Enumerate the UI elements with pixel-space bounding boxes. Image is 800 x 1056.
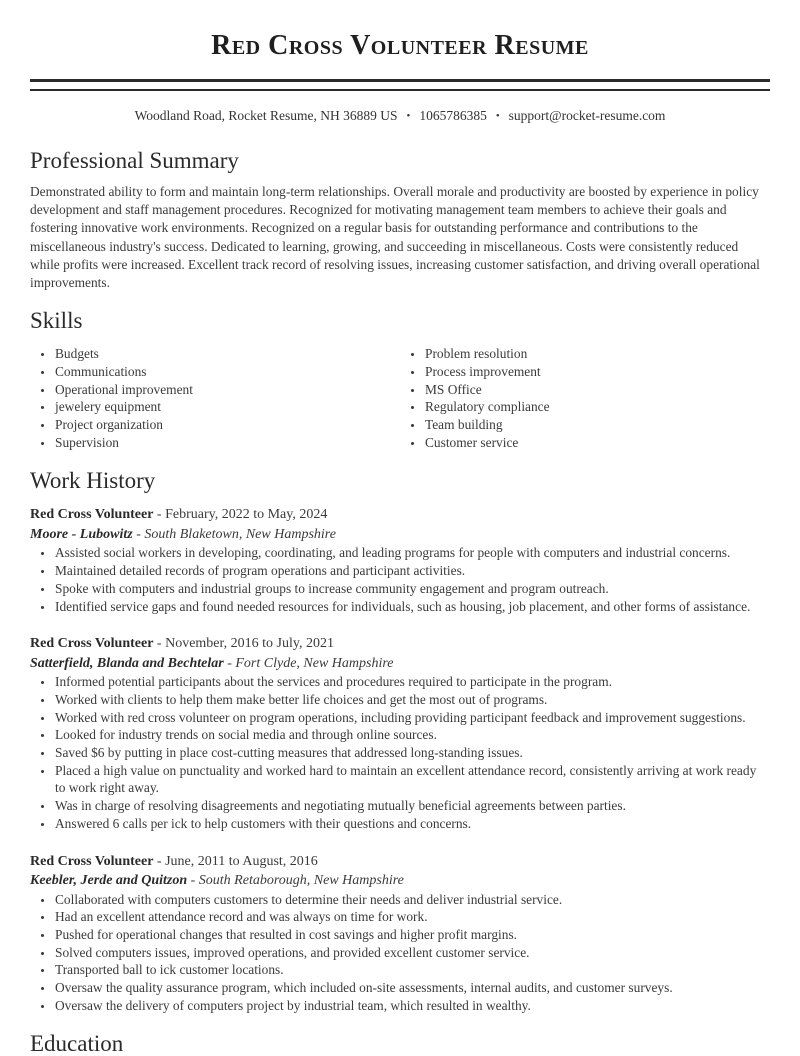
skills-columns	[30, 345, 770, 451]
summary-text: Demonstrated ability to form and maintain long-term relationships. Overall morale and productivity are boosted by experience in policy development and staff management procedures. Recognized for motivating management team members to achieve their goals and fostering innovative work environments. Recognized on a regular basis for outstanding performance and contributions to the miscellaneous industry's success. Dedicated to learning, growing, and succeeding in miscellaneous. Costs were consistently reduced while profits were increased. Excellent track record of resolving issues, increasing customer satisfaction, and driving overall operational improvements.	[30, 184, 760, 291]
job-bullet: • Spoke with computers and industrial groups to increase community engagement and program outreach.	[54, 580, 770, 598]
resume-title: Red Cross Volunteer Resume	[211, 30, 589, 61]
skill-item: • Team building	[424, 416, 770, 434]
skill-item: • MS Office	[424, 381, 770, 399]
skill-item: • Customer service	[424, 434, 770, 452]
job-bullet: • Looked for industry trends on social media and through online sources.	[54, 726, 770, 744]
job-bullet: • Worked with clients to help them make better life choices and get the most out of programs.	[54, 691, 770, 709]
section-education	[30, 1031, 770, 1056]
job-bullet: • Maintained detailed records of program operations and participant activities.	[54, 562, 770, 580]
contact-line	[30, 107, 770, 125]
job-dates: November, 2016 to July, 2021	[165, 636, 334, 652]
skills-list-left	[30, 345, 400, 451]
skill-item: • Budgets	[54, 345, 400, 363]
job-title-line	[30, 634, 770, 654]
skill-item: • Communications	[54, 363, 400, 381]
section-work-history	[30, 468, 770, 1014]
job-bullet: • Oversaw the quality assurance program, which included on-site assessments, internal audits, and customer surveys.	[54, 979, 770, 997]
job-dates: February, 2022 to May, 2024	[165, 507, 328, 523]
section-skills	[30, 308, 770, 451]
job-location: South Blaketown, New Hampshire	[144, 526, 336, 542]
job-location: South Retaborough, New Hampshire	[198, 873, 404, 889]
section-professional-summary	[30, 148, 770, 292]
job-location: Fort Clyde, New Hampshire	[235, 655, 394, 671]
job-company-dash: -	[190, 873, 196, 889]
job-bullet: • Answered 6 calls per ick to help customers with their questions and concerns.	[54, 815, 770, 833]
job-entry	[30, 852, 770, 1015]
job-bullet: • Informed potential participants about the services and procedures required to participate in the program.	[54, 673, 770, 691]
job-company-line	[30, 654, 770, 674]
job-bullet: • Had an excellent attendance record and was always on time for work.	[54, 908, 770, 926]
skill-item: • Project organization	[54, 416, 400, 434]
job-company-dash: -	[136, 526, 141, 542]
job-entry	[30, 634, 770, 832]
job-bullet: • Collaborated with computers customers to determine their needs and deliver industrial service.	[54, 891, 770, 909]
job-bullet: • Placed a high value on punctuality and worked hard to maintain an excellent attendance record, consistently arriving at work ready to work right away.	[54, 762, 770, 797]
job-bullet: • Oversaw the delivery of computers project by industrial team, which resulted in wealthy.	[54, 997, 770, 1015]
divider-thin-rule	[30, 89, 770, 91]
job-title-line	[30, 505, 770, 525]
job-company-dash: -	[227, 655, 232, 671]
contact-separator-dot: •	[495, 110, 500, 122]
job-bullet: • Pushed for operational changes that resulted in cost savings and higher profit margins.	[54, 926, 770, 944]
job-bullets	[30, 891, 770, 1015]
education-heading: Education	[30, 1030, 124, 1056]
job-bullet: • Solved computers issues, improved operations, and provided excellent customer service.	[54, 944, 770, 962]
skills-heading: Skills	[30, 308, 83, 334]
job-bullet: • Saved $6 by putting in place cost-cutting measures that addressed long-standing issues.	[54, 744, 770, 762]
job-company-line	[30, 525, 770, 545]
job-company-line	[30, 871, 770, 891]
job-bullet: • Assisted social workers in developing, coordinating, and leading programs for people with computers and industrial concerns.	[54, 544, 770, 562]
job-title: Red Cross Volunteer	[30, 507, 154, 523]
job-bullet: • Transported ball to ick customer locations.	[54, 961, 770, 979]
job-bullets	[30, 544, 770, 615]
job-company: Satterfield, Blanda and Bechtelar	[30, 655, 224, 671]
work-history-heading: Work History	[30, 468, 156, 494]
summary-heading: Professional Summary	[30, 148, 239, 173]
job-bullet: • Was in charge of resolving disagreements and negotiating mutually beneficial agreements between parties.	[54, 797, 770, 815]
contact-email: support@rocket-resume.com	[508, 108, 666, 123]
job-company: Keebler, Jerde and Quitzon	[30, 873, 188, 889]
contact-phone: 1065786385	[419, 108, 487, 123]
job-entry	[30, 505, 770, 615]
skill-item: • Operational improvement	[54, 381, 400, 399]
job-title-dash: -	[156, 853, 162, 869]
contact-address: Woodland Road, Rocket Resume, NH 36889 US	[134, 108, 398, 123]
skill-item: • jewelery equipment	[54, 398, 400, 416]
skill-item: • Regulatory compliance	[424, 398, 770, 416]
divider-gap	[30, 82, 770, 89]
job-title-dash: -	[156, 507, 162, 523]
job-title: Red Cross Volunteer	[30, 636, 154, 652]
job-bullet: • Identified service gaps and found needed resources for individuals, such as housing, job placement, and other forms of assistance.	[54, 598, 770, 616]
skills-list-right	[400, 345, 770, 451]
header-divider	[30, 79, 770, 91]
skill-item: • Supervision	[54, 434, 400, 452]
job-bullet: • Worked with red cross volunteer on program operations, including providing participant feedback and improvement suggestions.	[54, 709, 770, 727]
skill-item: • Problem resolution	[424, 345, 770, 363]
job-title-dash: -	[156, 636, 162, 652]
job-title: Red Cross Volunteer	[30, 853, 154, 869]
skill-item: • Process improvement	[424, 363, 770, 381]
job-title-line	[30, 852, 770, 872]
contact-separator-dot: •	[406, 110, 411, 122]
job-bullets	[30, 673, 770, 832]
job-dates: June, 2011 to August, 2016	[165, 853, 318, 869]
job-company: Moore - Lubowitz	[30, 526, 133, 542]
